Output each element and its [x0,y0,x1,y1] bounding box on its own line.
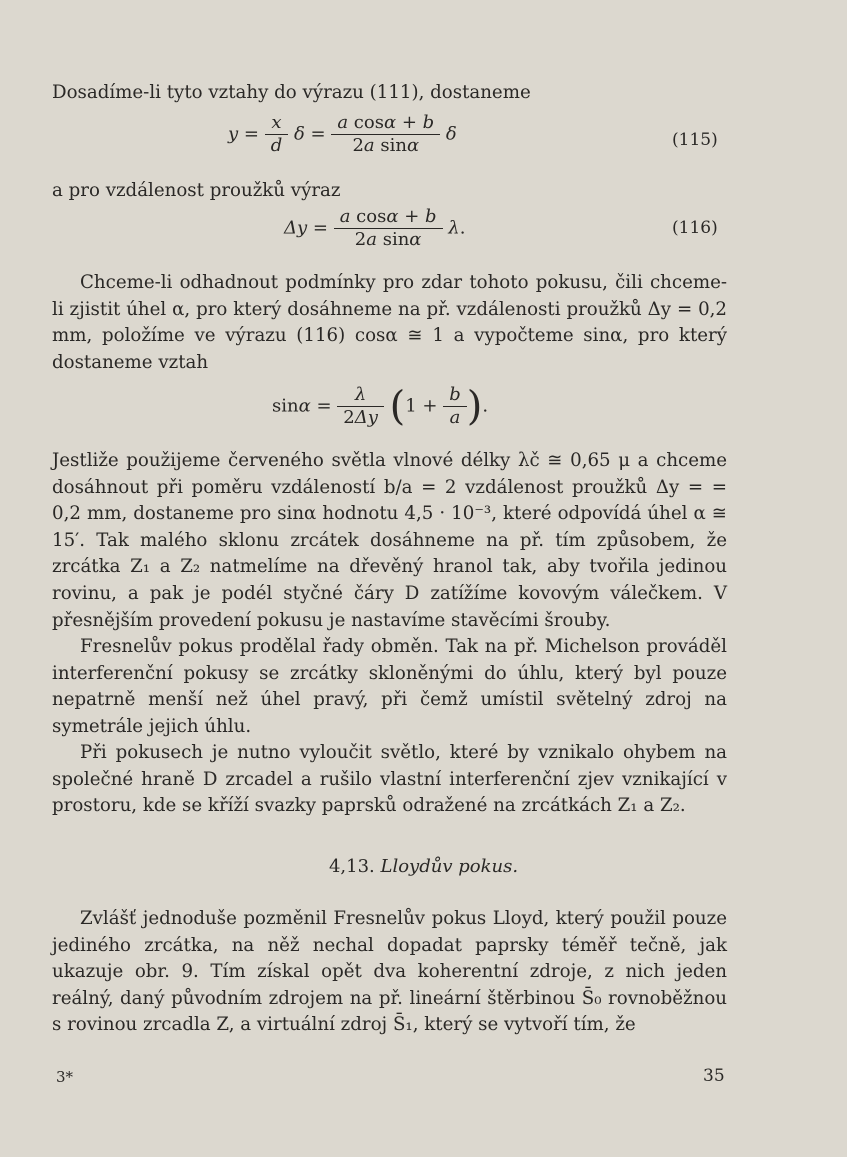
intro-text: Dosadíme-li tyto vztahy do výrazu (111), dostaneme [52,82,531,103]
paragraph-1: Chceme-li odhadnout podmínky pro zdar tohoto pokusu, čili chceme-li zjistit úhel α, pro který dosáhneme na př. vzdálenosti proužků Δy = 0,2 mm, položíme ve výrazu (116) cosα ≅ 1 a vypočteme sinα, pro který dostaneme vztah [52,272,727,373]
paragraph-5: Zvlášť jednoduše pozměnil Fresnelův pokus Lloyd, který použil pouze jediného zrcátka, na něž nechal dopadat paprsky téměř tečně, jak ukazuje obr. 9. Tím získal opět dva koherentní zdroje, z nich jeden reálný, daný původním zdrojem na př. lineární štěrbinou S̄₀ rovnoběžnou s rovinou zrcadla Z, a virtuální zdroj S̄₁, který se vytvoří tím, že [52,908,727,1036]
paragraph-3: Fresnelův pokus prodělal řady obměn. Tak na př. Michelson prováděl interferenční pokusy se zrcátky skloněnými do úhlu, který byl pouze nepatrně menší než úhel pravý, při čemž umístil světelný zdroj na symetrále jejich úhlu. [52,636,727,737]
paragraph-2: Jestliže použijeme červeného světla vlnové délky λč ≅ 0,65 μ a chceme dosáhnout při poměru vzdáleností b/a = 2 vzdálenost proužků Δy = = 0,2 mm, dostaneme pro sinα hodnotu 4,5 · 10⁻³, které odpovídá úhel α ≅ 15′. Tak malého sklonu zrcátek dosáhneme na př. tím způsobem, že zrcátka Z₁ a Z₂ natmelíme na dřevěný hranol tak, aby tvořila jedinou rovinu, a pak je podél styčné čáry D zatížíme kovovým válečkem. V přesnějším provedení pokusu je nastavíme stavěcími šrouby. [52,450,727,631]
distance-text: a pro vzdálenost proužků výraz [52,180,341,201]
equation-116: Δy = $\frac{\text{a cosα + b}}{\text{2a sinα}}$ λ. [284,206,466,250]
equation-115: y = $\frac{x}{d}$ δ = $\frac{\text{a cosα + b}}{\text{2a sinα}}$ δ [228,112,457,156]
section-number: 4,13. [328,856,375,877]
paragraph-4: Při pokusech je nutno vyloučit světlo, které by vznikalo ohybem na společné hraně D zrcadel a rušilo vlastní interferenční zjev vznikající v prostoru, kde se kříží svazky paprsků odražené na zrcátkách Z₁ a Z₂. [52,742,727,817]
equation-sin-alpha: sinα = $\frac{\lambda}{2\Delta y}$ (1 + $\frac{b}{a}$ ). [272,383,489,430]
page-number: 35 [703,1066,725,1086]
equation-number-116: (116) [672,218,718,238]
section-heading [0,856,847,877]
signature-mark: 3* [56,1068,74,1086]
section-title: Lloydův pokus. [380,856,519,877]
equation-number-115: (115) [672,130,718,150]
